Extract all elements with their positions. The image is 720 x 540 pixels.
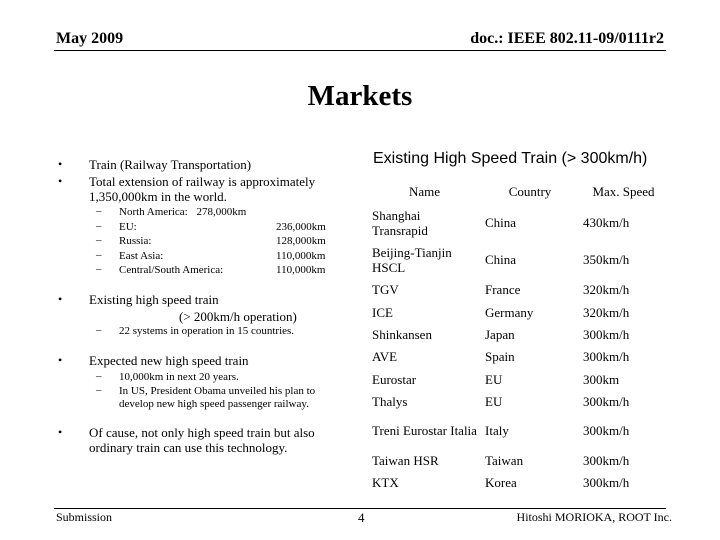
header-rule (54, 50, 666, 51)
bullet-dot: • (58, 292, 63, 306)
cell-country: EU (485, 371, 503, 387)
footer-author: Hitoshi MORIOKA, ROOT Inc. (516, 510, 672, 524)
table-row (368, 412, 668, 449)
footer-submission: Submission (56, 510, 113, 524)
region-name: North America: (119, 206, 188, 218)
cell-speed: 300km/h (583, 423, 630, 438)
table-row (368, 368, 668, 390)
bullet-dot: • (58, 353, 63, 367)
table-row (368, 204, 668, 241)
cell-speed: 300km/h (583, 452, 630, 468)
region-value: 278,000km (196, 206, 247, 218)
dash: – (96, 249, 102, 261)
bullet-extension-line2: 1,350,000km in the world. (89, 189, 227, 204)
cell-name: Thalys (372, 393, 408, 409)
cell-country: Japan (485, 326, 515, 342)
cell-name: Beijing-Tianjin HSCL (372, 244, 452, 275)
cell-speed: 300km/h (583, 474, 630, 490)
table-row (368, 241, 668, 278)
region-eu-name: EU: (119, 221, 137, 233)
high-speed-train-table (368, 179, 668, 493)
cell-speed: 320km/h (583, 282, 630, 297)
cell-name: TGV (372, 282, 399, 297)
cell-speed: 350km/h (583, 252, 630, 267)
cell-name: Treni Eurostar Italia (372, 423, 477, 438)
footer-rule (54, 508, 666, 509)
cell-speed: 300km/h (583, 326, 630, 342)
cell-country: Korea (485, 474, 517, 490)
cell-speed: 300km/h (583, 393, 630, 409)
region-north-america (119, 205, 246, 219)
bullet-train: Train (Railway Transportation) (89, 157, 252, 172)
cell-country: Spain (485, 349, 515, 364)
bullet-ordinary-train-line1: Of cause, not only high speed train but also (89, 425, 315, 440)
table-row (368, 449, 668, 471)
region-east-asia-value: 110,000km (276, 250, 326, 262)
cell-name: KTX (372, 474, 399, 490)
footer-page-number: 4 (358, 510, 365, 525)
table-row (368, 345, 668, 368)
bullet-extension-line1: Total extension of railway is approximately (89, 174, 316, 189)
header-max-speed: Max. Speed (592, 184, 655, 199)
cell-name: Eurostar (372, 371, 417, 387)
dash: – (96, 324, 102, 336)
bullet-existing-hs: Existing high speed train (89, 292, 219, 307)
bullet-dot: • (58, 174, 63, 188)
sub-obama-line2: develop new high speed passenger railway. (119, 398, 309, 410)
region-russia-value: 128,000km (276, 235, 326, 247)
cell-country: China (485, 215, 517, 230)
table-row (368, 301, 668, 323)
cell-country: France (485, 282, 521, 297)
region-central-south-america-name: Central/South America: (119, 264, 224, 276)
bullet-dot: • (58, 425, 63, 439)
cell-name: Shinkansen (372, 326, 432, 342)
cell-country: Italy (485, 423, 509, 438)
dash: – (96, 370, 102, 382)
bullet-dot: • (58, 157, 63, 171)
table-row (368, 390, 668, 412)
cell-speed: 430km/h (583, 215, 630, 230)
dash: – (96, 220, 102, 232)
sub-obama-line1: In US, President Obama unveiled his plan to (119, 385, 316, 397)
bullet-existing-hs-line2: (> 200km/h operation) (179, 309, 297, 324)
cell-speed: 320km/h (583, 304, 630, 320)
header-doc-id: doc.: IEEE 802.11-09/0111r2 (470, 30, 664, 47)
cell-country: Germany (485, 304, 534, 320)
cell-speed: 300km/h (583, 349, 630, 364)
table-row (368, 471, 668, 493)
page-title: Markets (307, 80, 413, 112)
region-central-south-america-value: 110,000km (276, 264, 326, 276)
cell-name: Taiwan HSR (372, 452, 439, 468)
cell-name: ICE (372, 304, 393, 320)
region-russia-name: Russia: (119, 235, 152, 247)
cell-country: China (485, 252, 517, 267)
table-title: Existing High Speed Train (> 300km/h) (373, 150, 648, 167)
cell-name: AVE (372, 349, 398, 364)
dash: – (96, 263, 102, 275)
header-country: Country (508, 184, 552, 199)
region-east-asia-name: East Asia: (119, 250, 164, 262)
region-eu-value: 236,000km (276, 221, 326, 233)
table-row (368, 278, 668, 301)
table-header-row (368, 179, 668, 204)
header-date: May 2009 (56, 30, 124, 47)
cell-country: EU (485, 393, 503, 409)
dash: – (96, 234, 102, 246)
bullet-expected-new: Expected new high speed train (89, 353, 249, 368)
cell-country: Taiwan (485, 452, 524, 468)
header-name: Name (408, 184, 441, 199)
table-row (368, 323, 668, 345)
cell-speed: 300km (583, 371, 620, 387)
sub-10000km: 10,000km in next 20 years. (119, 371, 239, 383)
sub-22-systems: 22 systems in operation in 15 countries. (119, 325, 295, 337)
bullet-ordinary-train-line2: ordinary train can use this technology. (89, 440, 288, 455)
dash: – (96, 384, 102, 396)
cell-name: Shanghai Transrapid (372, 207, 428, 238)
dash: – (96, 205, 102, 217)
